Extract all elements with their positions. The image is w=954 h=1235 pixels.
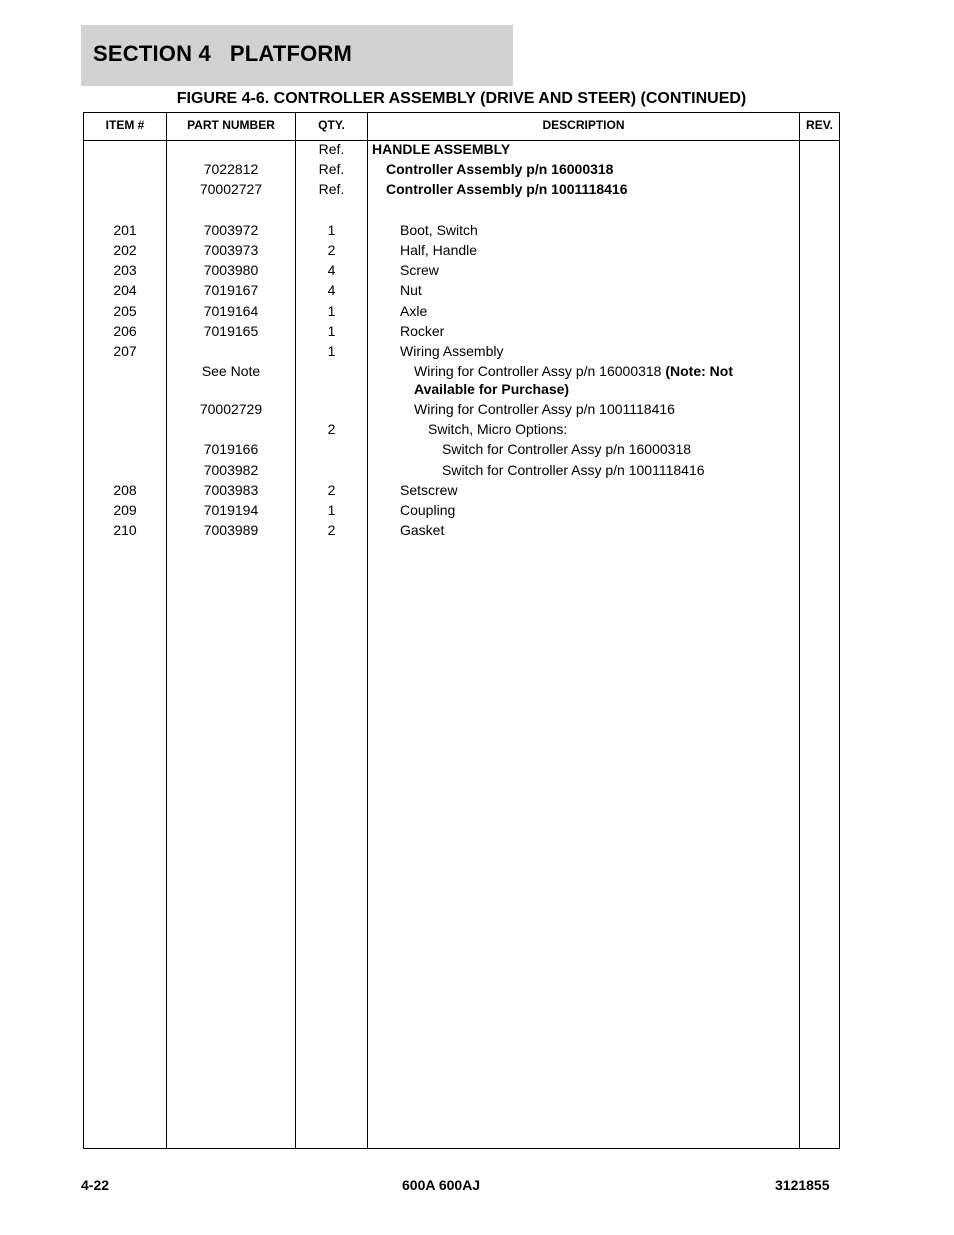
description-text: Wiring for Controller Assy p/n 1001118416: [414, 401, 675, 417]
description-text: Rocker: [400, 323, 445, 339]
description-text: Switch, Micro Options:: [428, 421, 568, 437]
footer-model: 600A 600AJ: [402, 1177, 481, 1193]
header-description: DESCRIPTION: [542, 118, 625, 132]
figure-title: FIGURE 4-6. CONTROLLER ASSEMBLY (DRIVE AND STEER) (CONTINUED): [176, 90, 747, 107]
quantity: 2: [327, 242, 336, 258]
header-rev: REV.: [806, 118, 833, 132]
item-number: 207: [113, 343, 137, 359]
item-number: 202: [113, 242, 137, 258]
column-divider: [367, 113, 368, 1148]
header-item: ITEM #: [105, 118, 145, 132]
quantity: 1: [327, 323, 336, 339]
part-number: 7003973: [203, 242, 259, 258]
quantity: 4: [327, 282, 336, 298]
part-number: 70002729: [199, 401, 263, 417]
quantity: 4: [327, 262, 336, 278]
quantity: Ref.: [318, 181, 345, 197]
description: [400, 282, 422, 298]
description-text: Setscrew: [400, 482, 458, 498]
item-number: 203: [113, 262, 137, 278]
description-text: Wiring for Controller Assy p/n 16000318: [414, 363, 666, 379]
part-number: 7003983: [203, 482, 259, 498]
description: [414, 363, 733, 379]
item-number: 201: [113, 222, 137, 238]
description: [428, 421, 567, 437]
header-qty: QTY.: [318, 118, 345, 132]
part-number: 7019194: [203, 502, 259, 518]
description: [414, 401, 675, 417]
parts-table: [83, 112, 840, 1149]
description-text: HANDLE ASSEMBLY: [372, 141, 511, 157]
quantity: 1: [327, 303, 336, 319]
description-note: Available for Purchase): [414, 381, 570, 397]
part-number: See Note: [201, 363, 261, 379]
description: [400, 482, 458, 498]
description-text: Nut: [400, 282, 422, 298]
quantity: 2: [327, 522, 336, 538]
description: [400, 222, 478, 238]
description: [400, 262, 439, 278]
quantity: 1: [327, 222, 336, 238]
part-number: 7003972: [203, 222, 259, 238]
item-number: 204: [113, 282, 137, 298]
description: [400, 522, 444, 538]
description: [400, 303, 427, 319]
description: [400, 323, 444, 339]
description-text: Wiring Assembly: [400, 343, 504, 359]
part-number: 7022812: [203, 161, 259, 177]
quantity: Ref.: [318, 141, 345, 157]
part-number: 7003980: [203, 262, 259, 278]
description: [386, 161, 613, 177]
quantity: 2: [327, 482, 336, 498]
description-note: (Note: Not: [665, 363, 734, 379]
description-text: Screw: [400, 262, 439, 278]
description-text: Axle: [400, 303, 428, 319]
part-number: 7003989: [203, 522, 259, 538]
quantity: Ref.: [318, 161, 345, 177]
item-number: 208: [113, 482, 137, 498]
part-number: 7019167: [203, 282, 259, 298]
description: [386, 181, 628, 197]
column-divider: [799, 113, 800, 1148]
quantity: 1: [327, 502, 336, 518]
part-number: 7019166: [203, 441, 259, 457]
description-text: Switch for Controller Assy p/n 1001118416: [442, 462, 705, 478]
description-text: Controller Assembly p/n 1001118416: [386, 181, 628, 197]
part-number: 7019164: [203, 303, 259, 319]
description: [400, 502, 455, 518]
part-number: 7003982: [203, 462, 259, 478]
header-part-number: PART NUMBER: [187, 118, 275, 132]
part-number: 70002727: [199, 181, 263, 197]
description-text: Coupling: [400, 502, 456, 518]
quantity: 2: [327, 421, 336, 437]
item-number: 210: [113, 522, 137, 538]
item-number: 205: [113, 303, 137, 319]
item-number: 209: [113, 502, 137, 518]
description-text: Half, Handle: [400, 242, 478, 258]
description: [400, 242, 477, 258]
description-text: Gasket: [400, 522, 445, 538]
description: [442, 441, 691, 457]
description: [414, 381, 569, 397]
item-number: 206: [113, 323, 137, 339]
description-text: Controller Assembly p/n 16000318: [386, 161, 614, 177]
part-number: 7019165: [203, 323, 259, 339]
section-title: SECTION 4 PLATFORM: [93, 41, 353, 66]
description: [372, 141, 510, 157]
footer-doc-number: 3121855: [775, 1177, 830, 1193]
quantity: 1: [327, 343, 336, 359]
description: [400, 343, 503, 359]
footer-page-number: 4-22: [81, 1177, 110, 1193]
description-text: Boot, Switch: [400, 222, 478, 238]
description: [442, 462, 705, 478]
description-text: Switch for Controller Assy p/n 16000318: [442, 441, 692, 457]
table-header: [84, 113, 839, 141]
